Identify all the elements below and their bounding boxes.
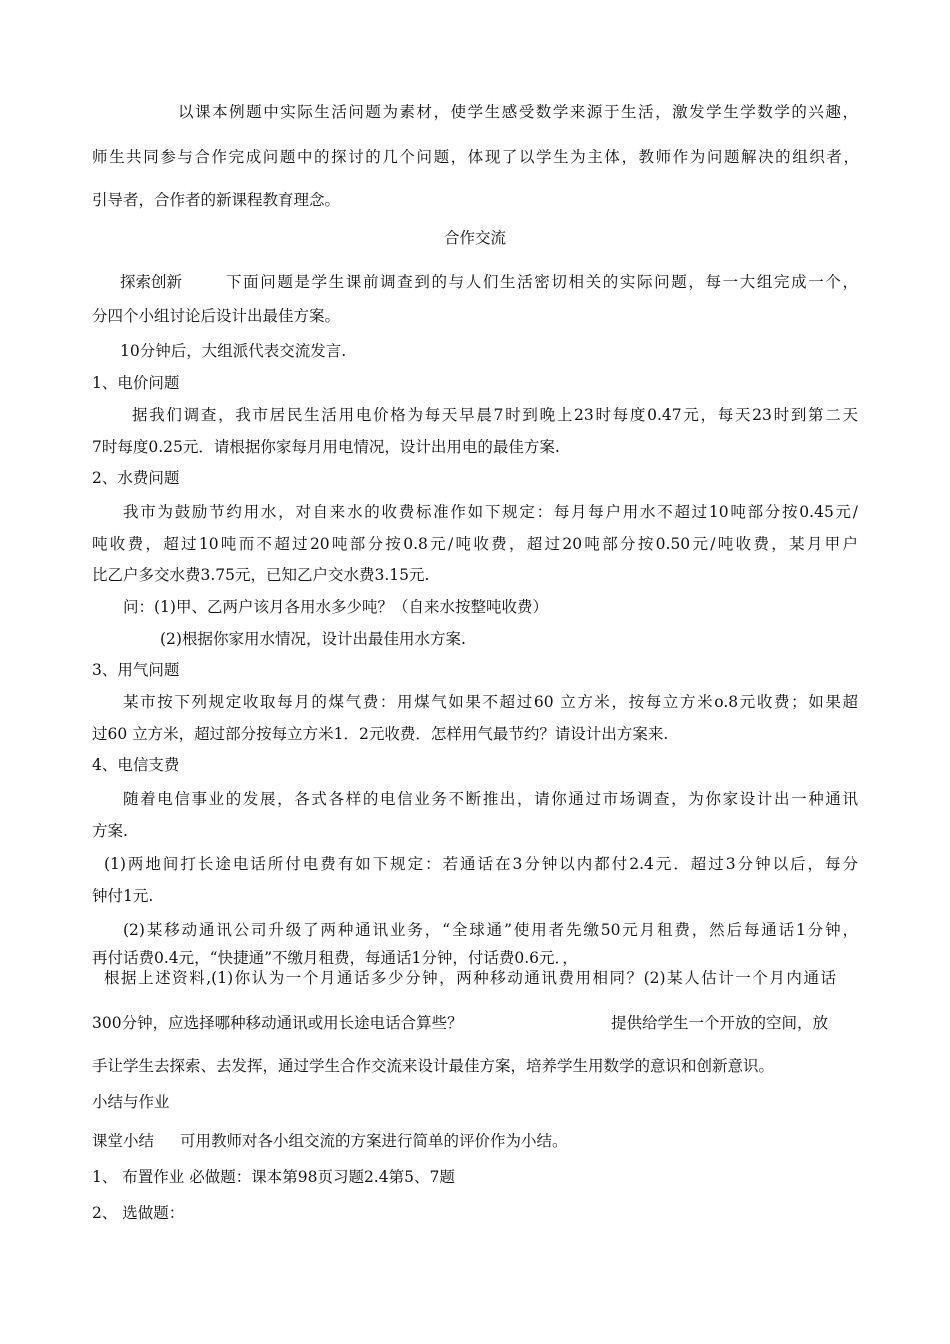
problem-1-heading: 1、电价问题 <box>92 374 180 392</box>
problem-4-item-1-line-1: (1)两地间打长途电话所付电费有如下规定：若通话在3分钟以内都付2.4元．超过3分钟以后，每分 <box>104 855 858 873</box>
class-summary-label: 课堂小结 <box>92 1132 155 1150</box>
section-title: 合作交流 <box>443 229 506 247</box>
intro-line-1: 以课本例题中实际生活问题为素材，使学生感受数学来源于生活，激发学生学数学的兴趣， <box>178 103 858 121</box>
problem-2-line-2: 吨收费，超过10吨而不超过20吨部分按0.8元/吨收费，超过20吨部分按0.50元/吨收费，某月甲户 <box>92 535 858 553</box>
problem-4-heading: 4、电信支费 <box>92 756 180 774</box>
problem-4-item-2-line-2: 再付话费0.4元，“快捷通”不缴月租费，每通话1分钟，付话费0.6元．， <box>92 949 578 967</box>
intro-line-2: 师生共同参与合作完成问题中的探讨的几个问题，体现了以学生为主体，教师作为问题解决的组织者， <box>92 148 859 166</box>
problem-4-question-line-2: 300分钟，应选择哪种移动通讯或用长途电话合算些？ <box>92 1014 463 1032</box>
problem-4-question-line-1: 根据上述资料,(1)你认为一个月通话多少分钟，两种移动通讯费用相同？(2)某人估计一个月内通话 <box>104 969 836 987</box>
problem-1-line-1: 据我们调查，我市居民生活用电价格为每天早晨7时到晚上23时每度0.47元，每天23时到第二天 <box>132 406 858 424</box>
problem-3-heading: 3、用气问题 <box>92 661 180 679</box>
explore-line-3: 10分钟后，大组派代表交流发言. <box>120 342 347 360</box>
problem-2-line-3: 比乙户多交水费3.75元，已知乙户交水费3.15元. <box>92 566 430 584</box>
class-summary-text: 可用教师对各小组交流的方案进行简单的评价作为小结。 <box>180 1132 568 1150</box>
problem-2-line-1: 我市为鼓励节约用水，对自来水的收费标准作如下规定：每月每户用水不超过10吨部分按0.45元/ <box>123 503 858 521</box>
problem-2-question-1: 问：(1)甲、乙两户该月各用水多少吨？（自来水按整吨收费） <box>123 598 548 616</box>
explore-label: 探索创新 <box>120 273 183 291</box>
summary-heading: 小结与作业 <box>92 1093 170 1111</box>
problem-4-line-1: 随着电信事业的发展，各式各样的电信业务不断推出，请你通过市场调查，为你家设计出一种通讯 <box>123 790 858 808</box>
intro-line-3: 引导者，合作者的新课程教育理念。 <box>92 191 341 209</box>
explore-line-2: 分四个小组讨论后设计出最佳方案。 <box>92 307 341 325</box>
problem-3-line-1: 某市按下列规定收取每月的煤气费：用煤气如果不超过60 立方米，按每立方米o.8元收费；如果超 <box>123 693 858 711</box>
problem-1-line-2: 7时每度0.25元．请根据你家每月用电情况，设计出用电的最佳方案. <box>92 438 560 456</box>
problem-4-item-1-line-2: 钟付1元. <box>92 887 154 905</box>
problem-2-heading: 2、水费问题 <box>92 469 180 487</box>
problem-3-line-2: 过60 立方米，超过部分按每立方米1．2元收费．怎样用气最节约？请设计出方案来. <box>92 725 669 743</box>
problem-2-question-2: (2)根据你家用水情况，设计出最佳用水方案. <box>160 630 466 648</box>
problem-4-line-2: 方案. <box>92 822 128 840</box>
problem-4-item-2-line-1: (2)某移动通讯公司升级了两种通讯业务，“全球通”使用者先缴50元月租费，然后每通话1分钟， <box>123 921 858 939</box>
teaching-note-line-2: 手让学生去探索、去发挥，通过学生合作交流来设计最佳方案，培养学生用数学的意识和创新意识。 <box>92 1057 775 1075</box>
homework-item-1: 1、 布置作业 必做题：课本第98页习题2.4第5、7题 <box>92 1168 455 1186</box>
teaching-note-line-1: 提供给学生一个开放的空间，放 <box>611 1014 829 1032</box>
explore-text: 下面问题是学生课前调查到的与人们生活密切相关的实际问题，每一大组完成一个， <box>226 273 858 291</box>
homework-item-2: 2、 选做题： <box>92 1204 185 1222</box>
